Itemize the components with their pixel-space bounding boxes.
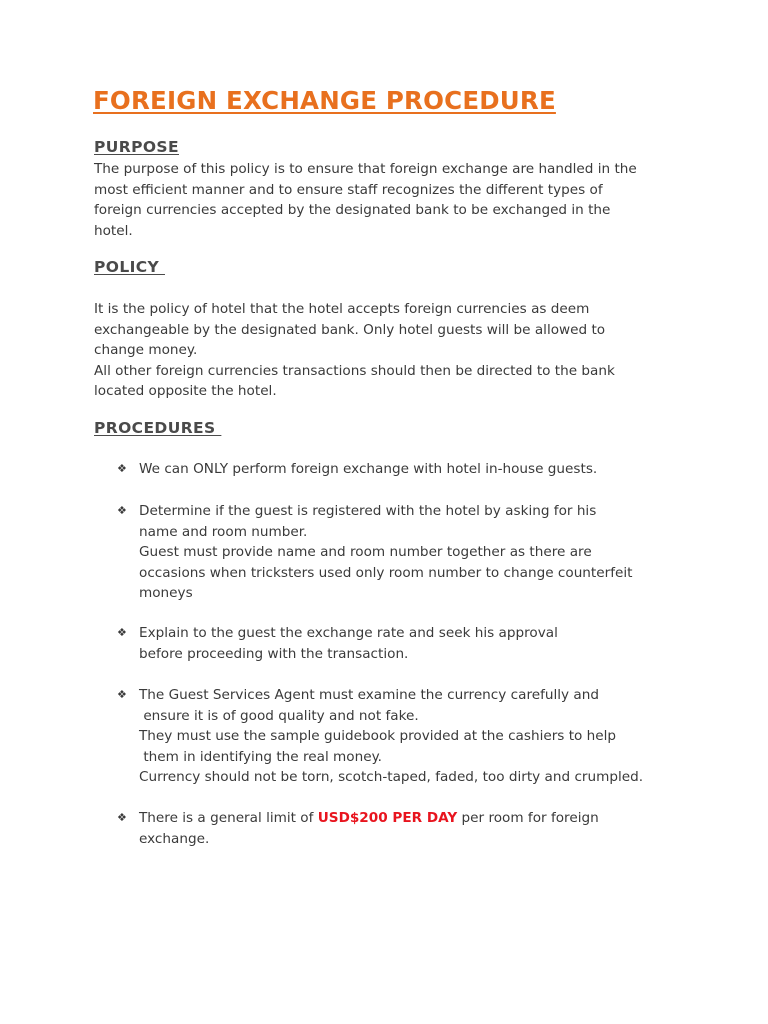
procedure-item [139,459,597,480]
procedure-line: The Guest Services Agent must examine the currency carefully and [139,687,599,703]
procedure-line: them in identifying the real money. [139,748,383,765]
procedure-item [139,501,632,604]
procedure-line: Determine if the guest is registered with the hotel by asking for his [139,503,597,519]
procedure-item [139,685,643,788]
procedure-line: Guest must provide name and room number together as there are [139,544,592,560]
policy-line: located opposite the hotel. [94,383,277,399]
limit-text-before: There is a general limit of [139,810,318,826]
policy-line: change money. [94,342,198,358]
policy-line: All other foreign currencies transactions should then be directed to the bank [94,362,615,379]
procedure-line [139,808,599,829]
policy-line: It is the policy of hotel that the hotel accepts foreign currencies as deem [94,301,590,317]
procedure-item [139,808,599,849]
policy-heading: POLICY [94,258,165,276]
purpose-line: most efficient manner and to ensure staff recognizes the different types of [94,181,603,198]
purpose-line: foreign currencies accepted by the designated bank to be exchanged in the [94,202,611,218]
procedure-line: ensure it is of good quality and not fake. [139,707,419,724]
bullet-diamond-icon: ❖ [117,626,127,639]
document-title: FOREIGN EXCHANGE PROCEDURE [93,86,556,115]
bullet-diamond-icon: ❖ [117,811,127,824]
procedure-line: Explain to the guest the exchange rate and seek his approval [139,625,558,641]
bullet-diamond-icon: ❖ [117,688,127,701]
procedure-line: We can ONLY perform foreign exchange with hotel in-house guests. [139,461,598,477]
procedure-item [139,623,558,664]
purpose-paragraph [94,159,637,241]
procedure-line: name and room number. [139,523,308,540]
policy-paragraph [94,299,615,402]
bullet-diamond-icon: ❖ [117,462,127,475]
procedure-line: occasions when tricksters used only room number to change counterfeit [139,564,633,581]
policy-line: exchangeable by the designated bank. Only hotel guests will be allowed to [94,321,606,338]
procedure-line: moneys [139,585,193,601]
purpose-line: hotel. [94,222,133,239]
procedure-line: Currency should not be torn, scotch-taped, faded, too dirty and crumpled. [139,769,644,785]
daily-limit-highlight: USD$200 PER DAY [317,810,458,826]
purpose-heading: PURPOSE [94,138,179,156]
limit-text-after: per room for foreign [457,810,599,826]
purpose-line: The purpose of this policy is to ensure that foreign exchange are handled in the [94,161,637,177]
bullet-diamond-icon: ❖ [117,504,127,517]
procedures-heading: PROCEDURES [94,419,222,437]
procedure-line: before proceeding with the transaction. [139,645,409,662]
procedure-line: They must use the sample guidebook provided at the cashiers to help [139,728,617,744]
procedure-line: exchange. [139,830,210,847]
